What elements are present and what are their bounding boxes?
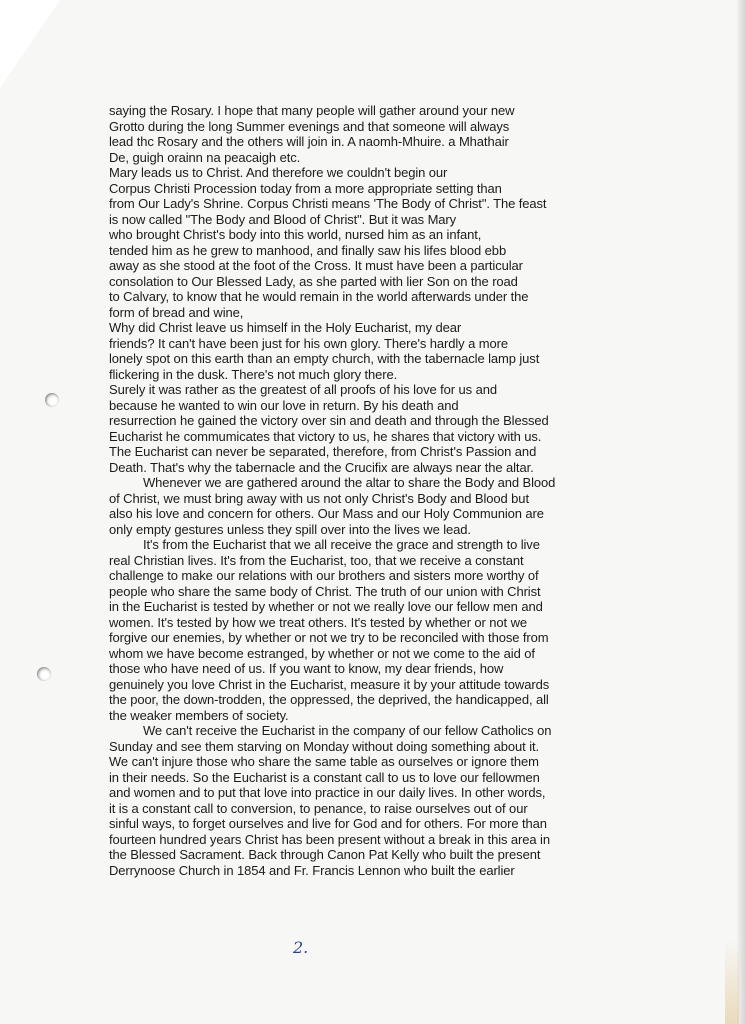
text-line: The Eucharist can never be separated, therefore, from Christ's Passion and bbox=[109, 444, 537, 459]
text-line: resurrection he gained the victory over sin and death and through the Blessed bbox=[109, 413, 549, 428]
folded-corner bbox=[0, 0, 60, 88]
text-line: Death. That's why the tabernacle and the Crucifix are always near the altar. bbox=[109, 459, 534, 475]
text-line: Why did Christ leave us himself in the Holy Eucharist, my dear bbox=[109, 320, 462, 335]
text-line: Grotto during the long Summer evenings and that someone will always bbox=[109, 118, 510, 134]
text-line: whom we have become estranged, by whether or not we come to the aid of bbox=[109, 645, 535, 661]
punch-hole bbox=[37, 667, 51, 681]
text-line: tended him as he grew to manhood, and finally saw his lifes blood ebb bbox=[109, 242, 507, 258]
text-line: who brought Christ's body into this world, nursed him as an infant, bbox=[109, 227, 482, 242]
handwritten-page-number: 2. bbox=[293, 938, 309, 957]
text-line: the Blessed Sacrament. Back through Canon Pat Kelly who built the present bbox=[109, 847, 541, 862]
text-line: sinful ways, to forget ourselves and live for God and for others. For more than bbox=[109, 816, 547, 831]
paper-stain bbox=[725, 940, 739, 1024]
text-line: challenge to make our relations with our brothers and sisters more worthy of bbox=[109, 568, 539, 583]
text-line: Derrynoose Church in 1854 and Fr. Francis Lennon who built the earlier bbox=[109, 862, 515, 878]
text-line: only empty gestures unless they spill over into the lives we lead. bbox=[109, 521, 471, 537]
page-edge-shadow bbox=[737, 0, 745, 1024]
text-line: Mary leads us to Christ. And therefore we couldn't begin our bbox=[109, 165, 448, 180]
text-line: the poor, the down-trodden, the oppressed, the deprived, the handicapped, all bbox=[109, 692, 549, 707]
text-line: is now called "The Body and Blood of Christ". But it was Mary bbox=[109, 211, 457, 227]
body-text bbox=[109, 103, 609, 878]
text-line: in the Eucharist is tested by whether or not we really love our fellow men and bbox=[109, 599, 543, 614]
text-line: in their needs. So the Eucharist is a constant call to us to love our fellowmen bbox=[109, 769, 540, 785]
text-line: We can't receive the Eucharist in the company of our fellow Catholics on bbox=[143, 723, 552, 738]
text-line: Corpus Christi Procession today from a more appropriate setting than bbox=[109, 180, 502, 196]
text-line: lonely spot on this earth than an empty church, with the tabernacle lamp just bbox=[109, 351, 540, 366]
text-line: saying the Rosary. I hope that many people will gather around your new bbox=[109, 103, 515, 118]
text-line: forgive our enemies, by whether or not we try to be reconciled with those from bbox=[109, 630, 549, 645]
text-line: flickering in the dusk. There's not much glory there. bbox=[109, 366, 398, 382]
text-line: from Our Lady's Shrine. Corpus Christi means 'The Body of Christ". The feast bbox=[109, 196, 547, 211]
text-line: because he wanted to win our love in return. By his death and bbox=[109, 397, 459, 413]
text-line: away as she stood at the foot of the Cross. It must have been a particular bbox=[109, 258, 523, 273]
text-line: Surely it was rather as the greatest of all proofs of his love for us and bbox=[109, 382, 497, 397]
text-line: real Christian lives. It's from the Eucharist, too, that we receive a constant bbox=[109, 552, 524, 568]
text-line: consolation to Our Blessed Lady, as she parted with lier Son on the road bbox=[109, 273, 518, 289]
text-line: De, guigh orainn na peacaigh etc. bbox=[109, 149, 301, 165]
text-line: form of bread and wine, bbox=[109, 304, 244, 320]
text-line: genuinely you love Christ in the Eucharist, measure it by your attitude towards bbox=[109, 676, 550, 692]
text-line: Eucharist he commumicates that victory to us, he shares that victory with us. bbox=[109, 428, 542, 444]
punch-hole bbox=[45, 393, 59, 407]
text-line: people who share the same body of Christ. The truth of our union with Christ bbox=[109, 583, 541, 599]
text-line: It's from the Eucharist that we all receive the grace and strength to live bbox=[143, 537, 540, 552]
text-line: those who have need of us. If you want to know, my dear friends, how bbox=[109, 661, 504, 676]
text-line: and women and to put that love into practice in our daily lives. In other words, bbox=[109, 785, 546, 800]
text-line: also his love and concern for others. Our Mass and our Holy Communion are bbox=[109, 506, 544, 521]
text-line: of Christ, we must bring away with us not only Christ's Body and Blood but bbox=[109, 490, 529, 506]
text-line: women. It's tested by how we treat others. It's tested by whether or not we bbox=[109, 614, 528, 630]
text-line: to Calvary, to know that he would remain in the world afterwards under the bbox=[109, 289, 529, 304]
text-line: the weaker members of society. bbox=[109, 707, 289, 723]
text-line: friends? It can't have been just for his own glory. There's hardly a more bbox=[109, 335, 508, 351]
text-line: We can't injure those who share the same table as ourselves or ignore them bbox=[109, 754, 539, 769]
text-line: it is a constant call to conversion, to penance, to raise ourselves out of our bbox=[109, 800, 528, 816]
text-line: Whenever we are gathered around the altar to share the Body and Blood bbox=[143, 475, 556, 490]
text-line: fourteen hundred years Christ has been present without a break in this area in bbox=[109, 831, 550, 847]
text-line: Sunday and see them starving on Monday without doing something about it. bbox=[109, 738, 540, 754]
text-line: lead thc Rosary and the others will join in. A naomh-Mhuire. a Mhathair bbox=[109, 134, 509, 149]
